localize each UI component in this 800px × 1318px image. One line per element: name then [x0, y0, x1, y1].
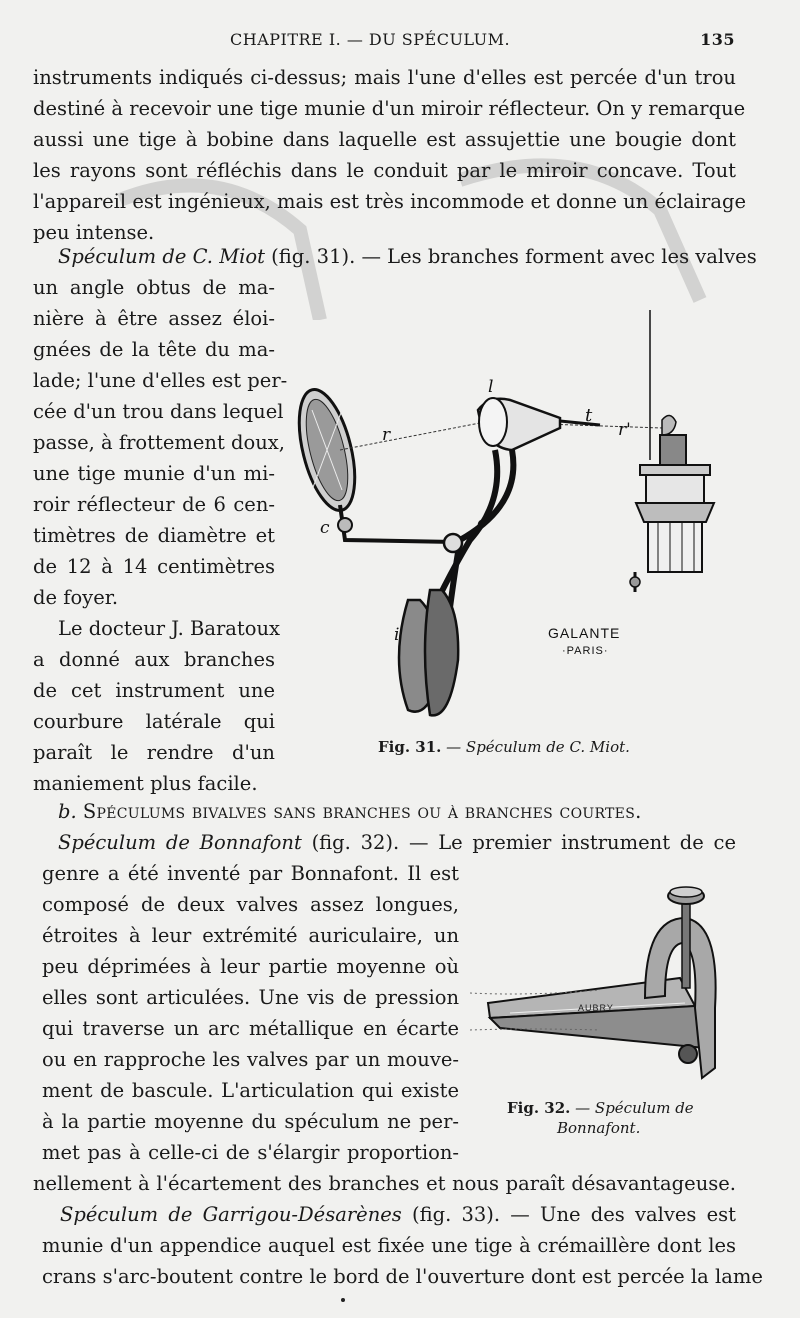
- text-line: gnées de la tête du ma-: [33, 338, 275, 361]
- fig31-letter: c: [320, 518, 330, 538]
- text-line: crans s'arc-boutent contre le bord de l'ouverture dont est percée la lame: [42, 1265, 763, 1288]
- text-line: ment de bascule. L'articulation qui existe: [42, 1079, 459, 1102]
- text-line: composé de deux valves assez longues,: [42, 893, 459, 916]
- text-line: peu intense.: [33, 221, 155, 244]
- running-header: [35, 28, 735, 56]
- text-line: étroites à leur extrémité auriculaire, un: [42, 924, 459, 947]
- text-line: Le docteur J. Baratoux: [58, 617, 281, 640]
- text-line: roir réflecteur de 6 cen-: [33, 493, 275, 516]
- miot-heading: [58, 241, 757, 272]
- text-line: genre a été inventé par Bonnafont. Il est: [42, 862, 459, 885]
- text-line: maniement plus facile.: [33, 772, 258, 795]
- page-number: 135: [700, 30, 735, 49]
- text-line: passe, à frottement doux,: [33, 431, 285, 454]
- ink-dot: [341, 1298, 345, 1302]
- garrigou-heading: [60, 1199, 736, 1230]
- text-line: timètres de diamètre et: [33, 524, 275, 547]
- text-line: qui traverse un arc métallique en écarte: [42, 1017, 459, 1040]
- figure-32-caption: [507, 1098, 694, 1118]
- figure-31-speculum-miot: [290, 300, 740, 730]
- section-b-heading: [58, 796, 738, 827]
- text-line: elles sont articulées. Une vis de pression: [42, 986, 459, 1009]
- text-line: à la partie moyenne du spéculum ne per-: [42, 1110, 459, 1133]
- text-line: une tige munie d'un mi-: [33, 462, 275, 485]
- text-line: destiné à recevoir une tige munie d'un miroir réflecteur. On y remarque: [33, 97, 746, 120]
- text-line: met pas à celle-ci de s'élargir proportion-: [42, 1141, 459, 1164]
- fig32-caption-text: — Spéculum de: [570, 1099, 694, 1117]
- figure-32-caption-line-2: [557, 1118, 640, 1138]
- text-line: munie d'un appendice auquel est fixée une tige à crémaillère dont les: [42, 1234, 736, 1257]
- text-line: de 12 à 14 centimètres: [33, 555, 275, 578]
- text-line: a donné aux branches: [33, 648, 275, 671]
- fig31-letter: r': [618, 420, 631, 440]
- section-b-letter: b.: [58, 800, 77, 823]
- fig32-label: Fig. 32.: [507, 1099, 571, 1117]
- text-line: un angle obtus de ma-: [33, 276, 275, 299]
- text-line: instruments indiqués ci-dessus; mais l'une d'elles est percée d'un trou: [33, 66, 736, 89]
- figure-31-caption: [378, 737, 630, 757]
- bonnafont-heading: [58, 827, 736, 858]
- text-line: nellement à l'écartement des branches et nous paraît désavantageuse.: [33, 1172, 736, 1195]
- text-line: l'appareil est ingénieux, mais est très incommode et donne un éclairage: [33, 190, 746, 213]
- text-line: ou en rapproche les valves par un mouve-: [42, 1048, 459, 1071]
- text-line: aussi une tige à bobine dans laquelle est assujettie une bougie dont: [33, 128, 736, 151]
- text-line: de foyer.: [33, 586, 119, 609]
- figure-32-speculum-bonnafont: [470, 878, 740, 1093]
- fig31-letter: t: [585, 405, 593, 426]
- text-line: de cet instrument une: [33, 679, 275, 702]
- fig31-letter: o: [477, 513, 487, 532]
- garrigou-heading-rest: (fig. 33). — Une des valves est: [401, 1203, 736, 1226]
- chapter-title: CHAPITRE I. — DU SPÉCULUM.: [230, 30, 511, 49]
- miot-heading-rest: (fig. 31). — Les branches forment avec les valves: [264, 245, 757, 268]
- fig31-caption-text: — Spéculum de C. Miot.: [441, 738, 630, 756]
- miot-title: Spéculum de C. Miot: [58, 245, 265, 268]
- fig31-label: Fig. 31.: [378, 738, 442, 756]
- bonnafont-title: Spéculum de Bonnafont: [58, 831, 302, 854]
- fig32-caption-text-2: Bonnafont.: [557, 1119, 641, 1137]
- fig31-letter: l: [488, 377, 494, 397]
- fig32-maker: AUBRY: [578, 1003, 614, 1013]
- fig31-maker-city: ·PARIS·: [562, 645, 609, 657]
- text-line: lade; l'une d'elles est per-: [33, 369, 288, 392]
- text-line: nière à être assez éloi-: [33, 307, 275, 330]
- fig31-maker: GALANTE: [548, 625, 621, 641]
- text-line: cée d'un trou dans lequel: [33, 400, 284, 423]
- fig31-letter: i: [394, 625, 400, 645]
- text-line: peu déprimées à leur partie moyenne où: [42, 955, 459, 978]
- section-b-title: Spéculums bivalves sans branches ou à branches courtes.: [82, 800, 642, 823]
- text-line: paraît le rendre d'un: [33, 741, 275, 764]
- text-line: les rayons sont réfléchis dans le conduit par le miroir concave. Tout: [33, 159, 736, 182]
- bonnafont-heading-rest: (fig. 32). — Le premier instrument de ce: [301, 831, 737, 854]
- text-line: courbure latérale qui: [33, 710, 275, 733]
- garrigou-title: Spéculum de Garrigou-Désarènes: [60, 1203, 402, 1226]
- fig31-letter: r: [382, 425, 391, 445]
